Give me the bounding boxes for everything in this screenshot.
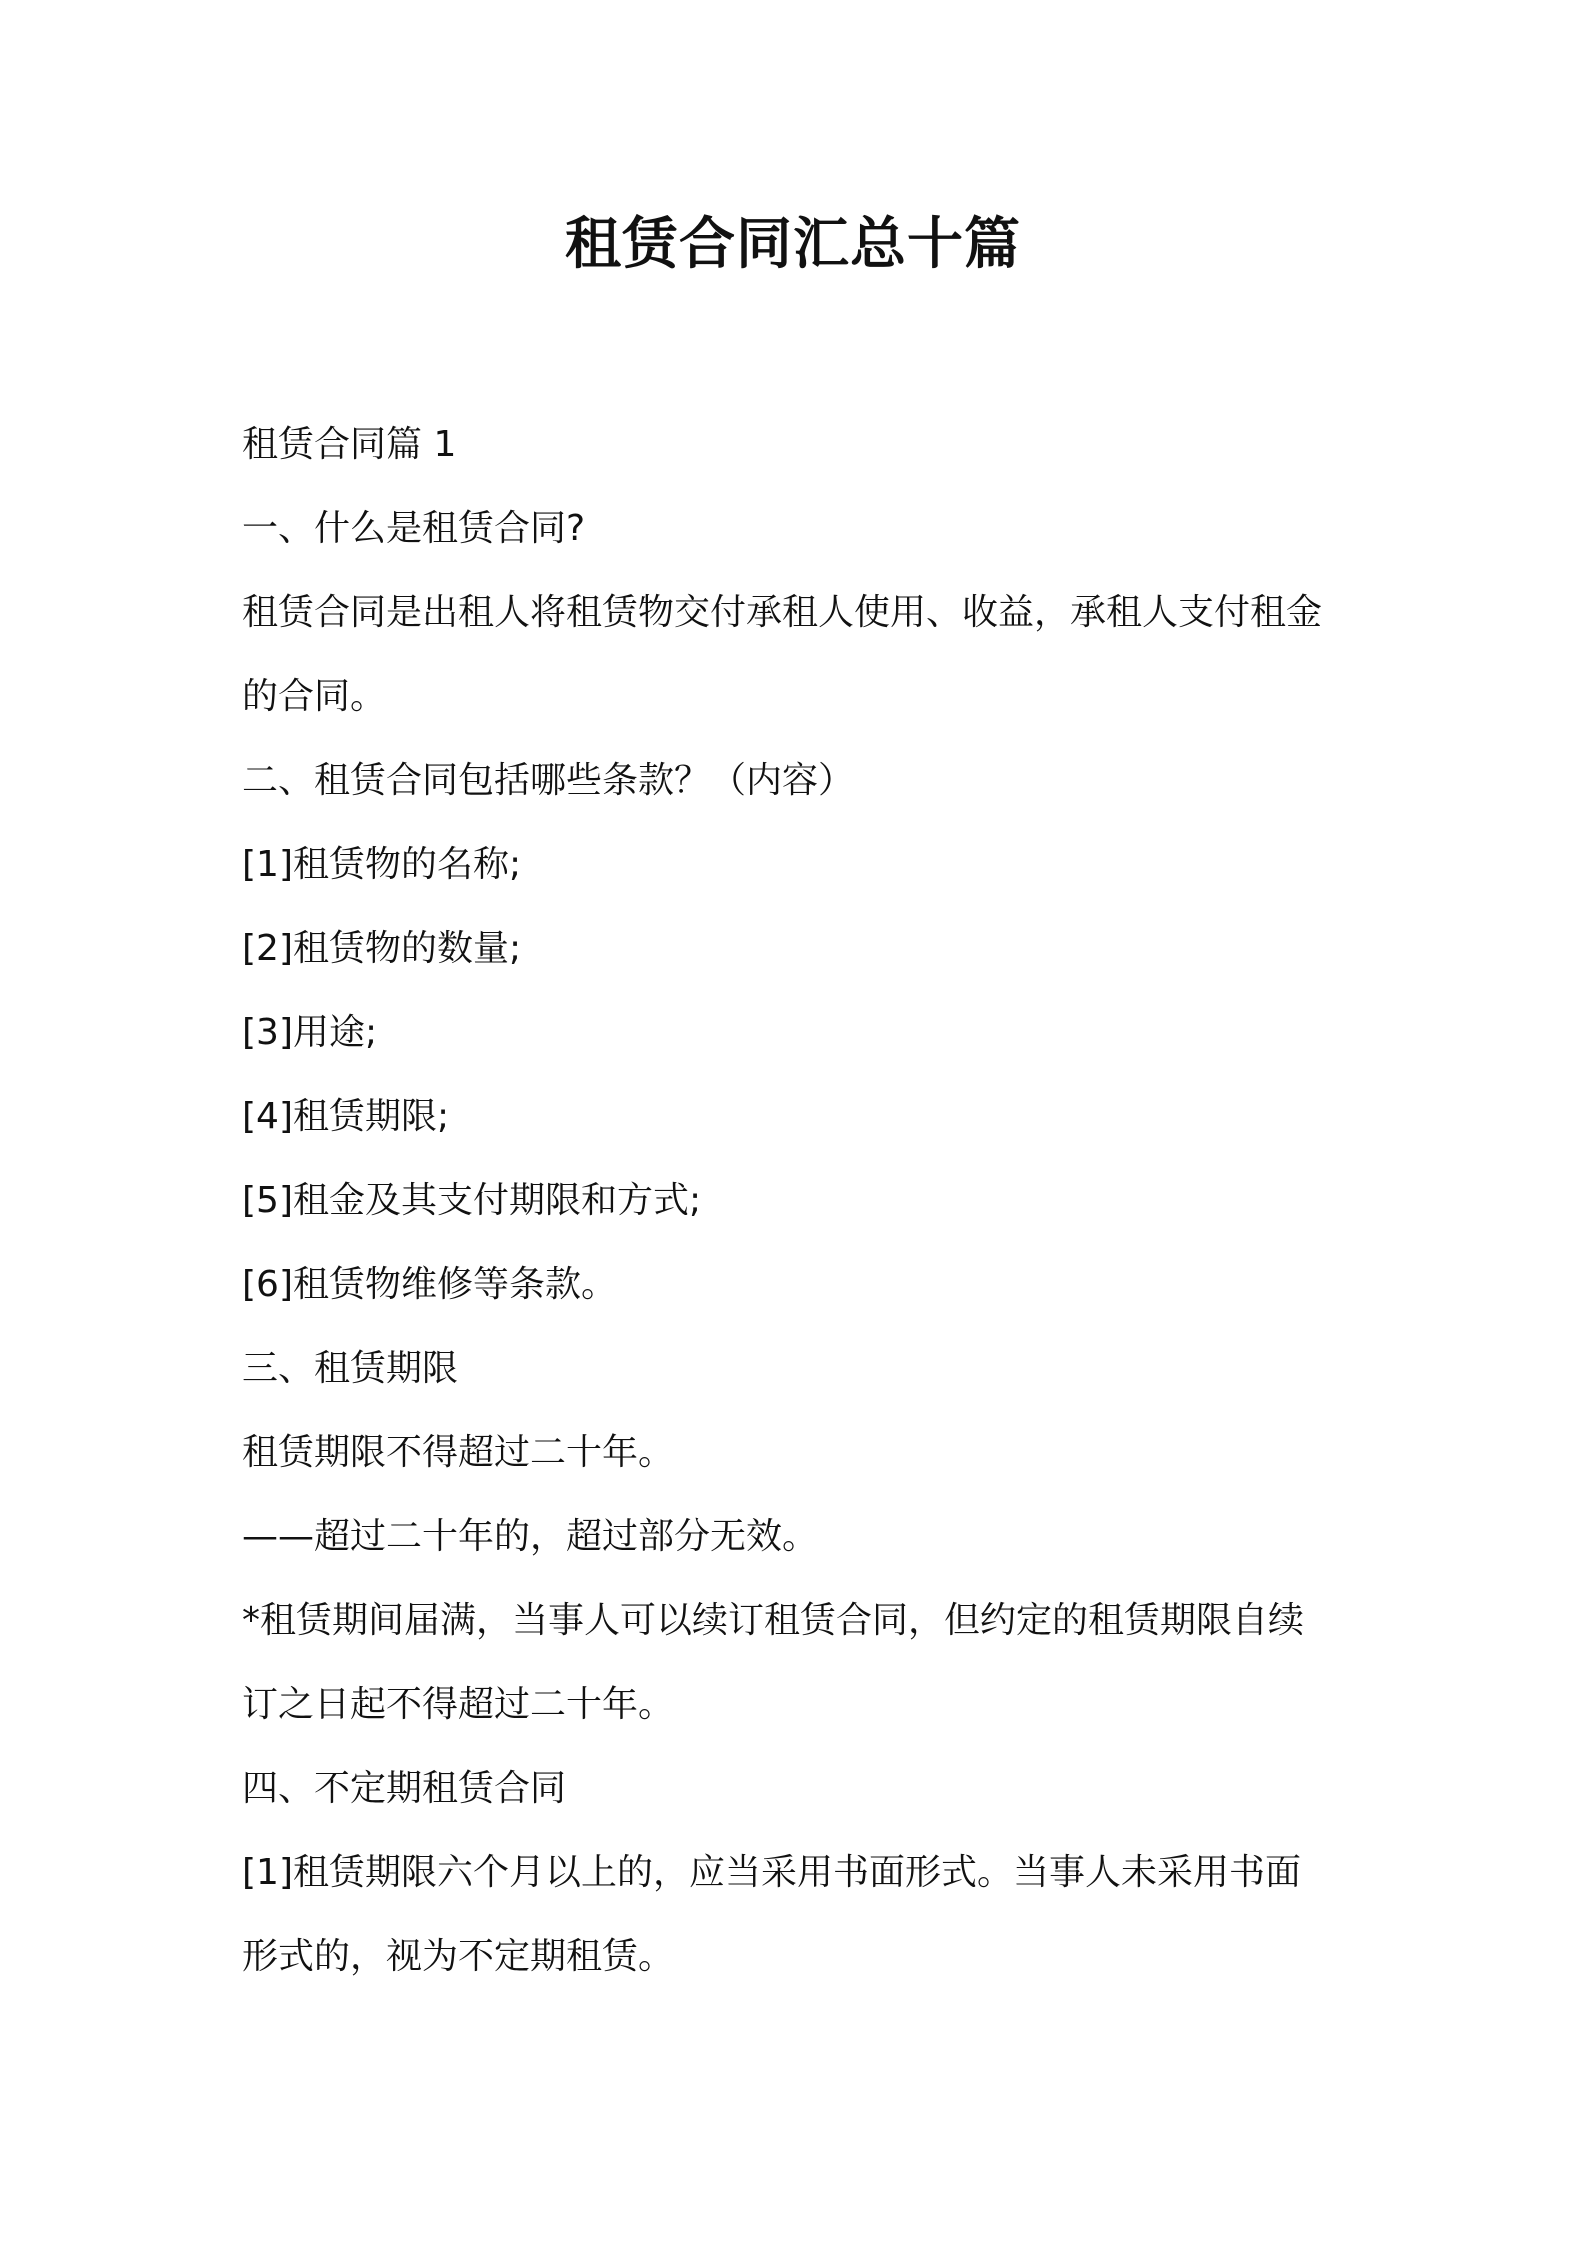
paragraph-line: ——超过二十年的，超过部分无效。 [242, 1516, 819, 1557]
list-item: [2]租赁物的数量; [242, 928, 522, 969]
paragraph-line: 租赁期限不得超过二十年。 [242, 1432, 675, 1473]
section-heading: 一、什么是租赁合同? [242, 508, 586, 549]
list-item: [5]租金及其支付期限和方式; [242, 1180, 702, 1221]
paragraph-line: *租赁期间届满，当事人可以续订租赁合同，但约定的租赁期限自续 [242, 1600, 1305, 1641]
section-heading: 三、租赁期限 [242, 1348, 459, 1389]
document-title: 租赁合同汇总十篇 [565, 212, 1021, 277]
section-heading: 租赁合同篇 1 [242, 424, 457, 465]
section-heading: 四、不定期租赁合同 [242, 1768, 567, 1809]
list-item: [4]租赁期限; [242, 1096, 450, 1137]
paragraph-line: 形式的，视为不定期租赁。 [242, 1936, 675, 1977]
list-item: [1]租赁期限六个月以上的，应当采用书面形式。当事人未采用书面 [242, 1852, 1301, 1893]
section-heading: 二、租赁合同包括哪些条款？（内容） [242, 760, 855, 801]
list-item: [1]租赁物的名称; [242, 844, 522, 885]
paragraph-line: 的合同。 [242, 676, 387, 717]
list-item: [6]租赁物维修等条款。 [242, 1264, 617, 1305]
paragraph-line: 订之日起不得超过二十年。 [242, 1684, 675, 1725]
document-body [242, 403, 1362, 1999]
list-item: [3]用途; [242, 1012, 378, 1053]
paragraph-line: 租赁合同是出租人将租赁物交付承租人使用、收益，承租人支付租金 [242, 592, 1323, 633]
